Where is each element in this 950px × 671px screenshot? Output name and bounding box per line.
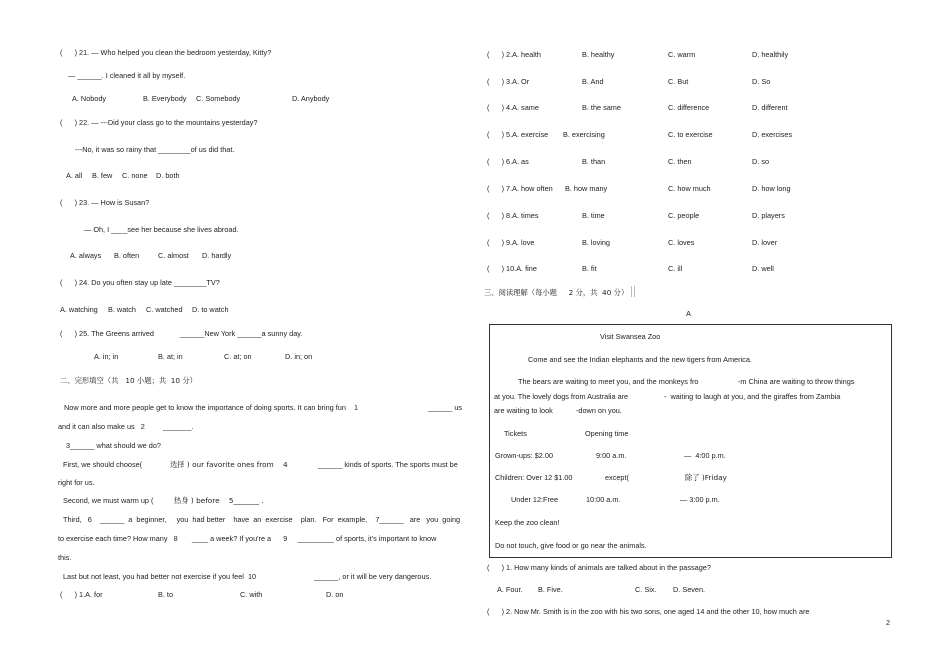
zoo-keep-clean: Keep the zoo clean! <box>495 518 560 527</box>
q23-option-a: A. always <box>70 251 102 260</box>
cloze-q9: ( ) 9.A. love <box>487 238 535 247</box>
cloze-q2-d: D. healthily <box>752 50 789 59</box>
cloze-q6-b: B. than <box>582 157 606 166</box>
zoo-do-not: Do not touch, give food or go near the animals. <box>495 541 647 550</box>
passage-line4c: ______ kinds of sports. The sports must be <box>318 460 458 469</box>
text-cursor-mark-2 <box>634 286 635 297</box>
cloze-q6: ( ) 6.A. as <box>487 157 529 166</box>
section3-title: 三、阅读理解（每小题 2 分，共 40 分） <box>484 288 629 297</box>
cloze-q4-d: D. different <box>752 103 788 112</box>
passage-line1: Now more and more people get to know the importance of doing sports. It can bring fun 1 <box>64 403 359 412</box>
q22-stem: ( ) 22. — ---Did your class go to the mountains yesterday? <box>60 118 258 127</box>
q25-stem: ( ) 25. The Greens arrived <box>60 329 154 338</box>
cloze-q7: ( ) 7.A. how often <box>487 184 553 193</box>
passage-line5: right for us. <box>58 478 95 487</box>
passage-line10b: ______, or it will be very dangerous. <box>314 572 432 581</box>
zoo-except: except( <box>605 473 629 482</box>
cloze-q1: ( ) 1.A. for <box>60 590 103 599</box>
zoo-look-line-b: -down on you. <box>576 406 622 415</box>
zoo-dogs-line-a: at you. The lovely dogs from Australia are <box>494 392 629 401</box>
zoo-dogs-line-b: - waiting to laugh at you, and the giraffes from Zambia <box>664 392 841 401</box>
cloze-q2: ( ) 2.A. health <box>487 50 541 59</box>
reading-q1-stem: ( ) 1. How many kinds of animals are talked about in the passage? <box>487 563 711 572</box>
q22-option-b: B. few <box>92 171 113 180</box>
zoo-under12-close: — 3:00 p.m. <box>680 495 720 504</box>
cloze-q5-c: C. to exercise <box>668 130 713 139</box>
cloze-q4-c: C. difference <box>668 103 710 112</box>
q21-stem: ( ) 21. — Who helped you clean the bedroom yesterday, Kitty? <box>60 48 272 57</box>
cloze-q4-b: B. the same <box>582 103 621 112</box>
q22-reply: ---No, it was so rainy that ________of us did that. <box>75 145 235 154</box>
cloze-q10: ( ) 10.A. fine <box>487 264 537 273</box>
passage-line2: and it can also make us 2 _______. <box>58 422 194 431</box>
q23-stem: ( ) 23. — How is Susan? <box>60 198 150 207</box>
cloze-q5: ( ) 5.A. exercise <box>487 130 549 139</box>
passage-line3: 3______ what should we do? <box>66 441 161 450</box>
cloze-q7-b: B. how many <box>565 184 608 193</box>
q25-option-a: A. in; in <box>94 352 119 361</box>
text-cursor-mark <box>631 286 632 297</box>
q22-option-d: D. both <box>156 171 180 180</box>
cloze-q9-d: D. lover <box>752 238 778 247</box>
cloze-q10-c: C. ill <box>668 264 683 273</box>
q25-option-b: B. at; in <box>158 352 183 361</box>
zoo-intro: Come and see the Indian elephants and the new tigers from America. <box>528 355 752 364</box>
cloze-q8-c: C. people <box>668 211 700 220</box>
q21-option-d: D. Anybody <box>292 94 330 103</box>
cloze-q8-b: B. time <box>582 211 605 220</box>
reading-q1-option-b: B. Five. <box>538 585 563 594</box>
zoo-notice-title: Visit Swansea Zoo <box>600 332 661 341</box>
zoo-look-line-a: are waiting to look <box>494 406 553 415</box>
passage-line9: this. <box>58 553 72 562</box>
passage-line8: to exercise each time? How many 8 ____ a week? If you're a 9 _________ of sports, it's important to know <box>58 534 437 543</box>
q24-option-d: D. to watch <box>192 305 229 314</box>
cloze-q5-d: D. exercises <box>752 130 793 139</box>
q23-option-b: B. often <box>114 251 140 260</box>
passage-line7: Third, 6 ______ a beginner, you had better have an exercise plan. For example, 7______ are you going <box>63 515 461 524</box>
cloze-q9-c: C. loves <box>668 238 695 247</box>
cloze-q2-b: B. healthy <box>582 50 615 59</box>
zoo-bears-line-a: The bears are waiting to meet you, and the monkeys fro <box>518 377 699 386</box>
q21-option-b: B. Everybody <box>143 94 187 103</box>
reading-q1-option-c: C. Six. <box>635 585 657 594</box>
q21-option-c: C. Somebody <box>196 94 241 103</box>
cloze-q7-c: C. how much <box>668 184 711 193</box>
cloze-q10-b: B. fit <box>582 264 597 273</box>
section2-title: 二、完形填空（共 10 小题；共 10 分） <box>60 376 197 385</box>
passage-line4a: First, we should choose( <box>63 460 143 469</box>
q25-option-c: C. at; on <box>224 352 252 361</box>
q22-option-a: A. all <box>66 171 83 180</box>
cloze-q1-d: D. on <box>326 590 344 599</box>
q25-option-d: D. in; on <box>285 352 313 361</box>
passage-letter: A <box>686 309 691 318</box>
q21-reply: — ______. I cleaned it all by myself. <box>68 71 186 80</box>
zoo-children-price: Children: Over 12 $1.00 <box>495 473 573 482</box>
cloze-q2-c: C. warm <box>668 50 696 59</box>
passage-line1-blank: ______ us <box>428 403 463 412</box>
cloze-q3: ( ) 3.A. Or <box>487 77 530 86</box>
passage-line10a: Last but not least, you had better not exercise if you feel 10 <box>63 572 257 581</box>
cloze-q8-d: D. players <box>752 211 785 220</box>
q23-reply: — Oh, I ____see her because she lives abroad. <box>84 225 239 234</box>
cloze-q10-d: D. well <box>752 264 774 273</box>
cloze-q5-b: B. exercising <box>563 130 605 139</box>
zoo-grownups-price: Grown-ups: $2.00 <box>495 451 554 460</box>
zoo-except-cn: 除了 )Friday <box>685 473 727 482</box>
q22-option-c: C. none <box>122 171 148 180</box>
reading-q1-option-d: D. Seven. <box>673 585 706 594</box>
zoo-under12-price: Under 12:Free <box>511 495 559 504</box>
cloze-q3-c: C. But <box>668 77 689 86</box>
cloze-q3-d: D. So <box>752 77 771 86</box>
reading-q1-option-a: A. Four. <box>497 585 523 594</box>
zoo-opening-header: Opening time <box>585 429 629 438</box>
q21-option-a: A. Nobody <box>72 94 107 103</box>
q24-option-c: C. watched <box>146 305 183 314</box>
cloze-q6-d: D. so <box>752 157 770 166</box>
passage-line6a: Second, we must warm up ( <box>63 496 154 505</box>
cloze-q3-b: B. And <box>582 77 604 86</box>
zoo-under12-open: 10:00 a.m. <box>586 495 621 504</box>
q24-option-a: A. watching <box>60 305 98 314</box>
q24-option-b: B. watch <box>108 305 136 314</box>
cloze-q8: ( ) 8.A. times <box>487 211 539 220</box>
q24-stem: ( ) 24. Do you often stay up late ________TV? <box>60 278 220 287</box>
reading-q2-stem: ( ) 2. Now Mr. Smith is in the zoo with his two sons, one aged 14 and the other 10, how much are <box>487 607 810 616</box>
cloze-q4: ( ) 4.A. same <box>487 103 539 112</box>
q25-blanks: ______New York ______a sunny day. <box>180 329 303 338</box>
zoo-bears-line-b: -m China are waiting to throw things <box>738 377 855 386</box>
cloze-q1-c: C. with <box>240 590 263 599</box>
zoo-grownups-open: 9:00 a.m. <box>596 451 627 460</box>
passage-line6b: 热身 ) before 5_______ . <box>174 496 264 505</box>
cloze-q6-c: C. then <box>668 157 692 166</box>
cloze-q1-b: B. to <box>158 590 174 599</box>
zoo-grownups-close: — 4:00 p.m. <box>684 451 726 460</box>
cloze-q7-d: D. how long <box>752 184 791 193</box>
q23-option-d: D. hardly <box>202 251 232 260</box>
cloze-q9-b: B. loving <box>582 238 610 247</box>
passage-line4b: 选择 ) our favorite ones from 4 <box>170 460 288 469</box>
q23-option-c: C. almost <box>158 251 189 260</box>
page-number: 2 <box>886 618 891 627</box>
zoo-tickets-header: Tickets <box>504 429 527 438</box>
